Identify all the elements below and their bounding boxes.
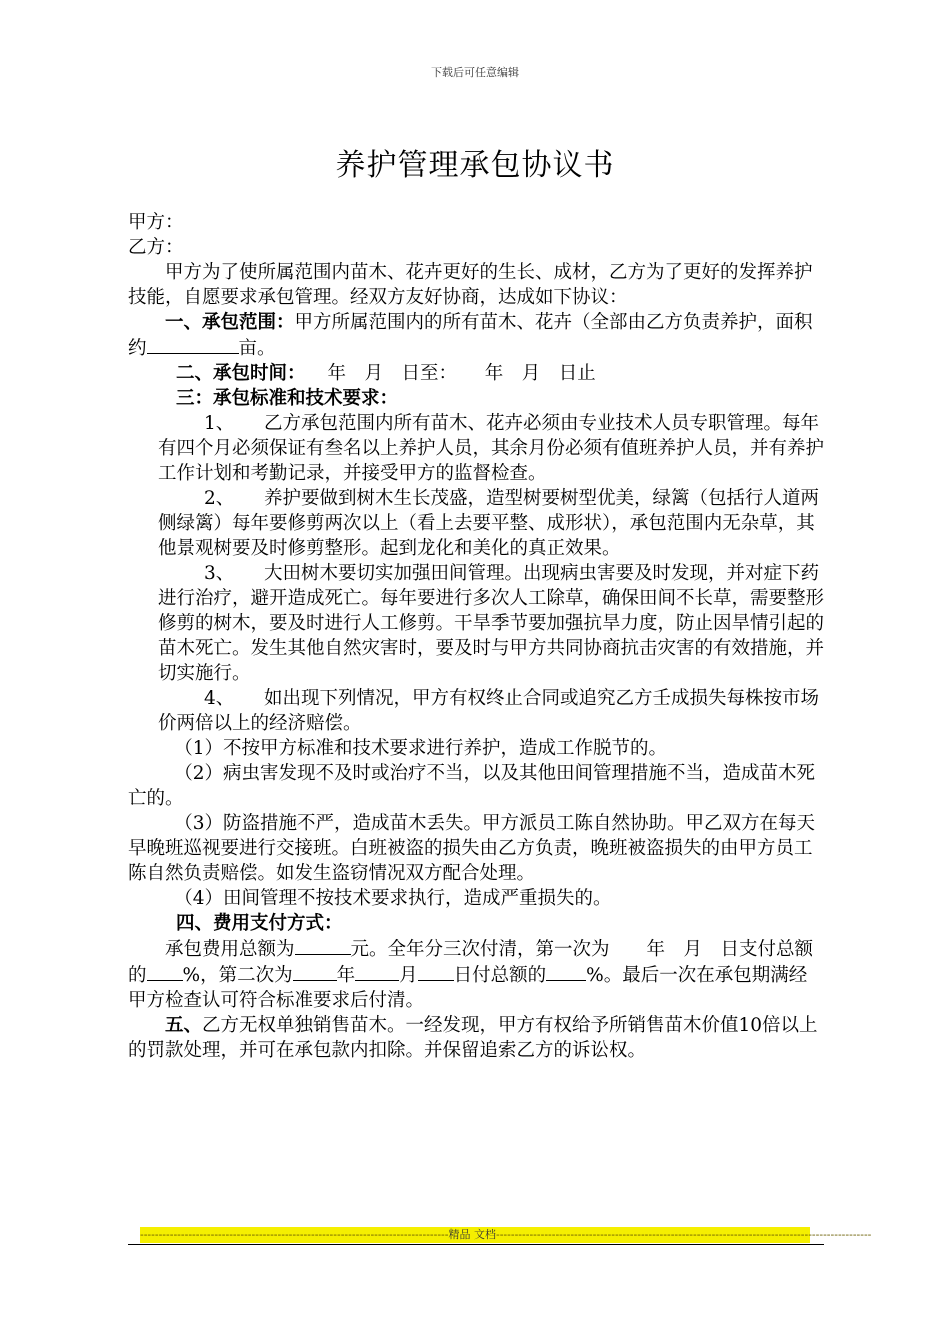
item-3-number: 3、 — [204, 563, 235, 584]
area-blank — [147, 335, 239, 354]
section-2-heading: 二、承包时间： — [176, 363, 306, 384]
fee-text-e: 月 — [399, 965, 418, 986]
section-5-heading: 五、 — [165, 1015, 203, 1036]
footer-text: 精品 文档 — [448, 1228, 496, 1241]
second-year-blank — [293, 962, 337, 981]
sub-item-1: （1）不按甲方标准和技术要求进行养护，造成工作脱节的。 — [174, 738, 668, 759]
section-1 — [128, 310, 824, 361]
item-2-number: 2、 — [204, 488, 235, 509]
fee-text-b: 元。全年分三次付清，第一次为 年 月 日支付总额的 — [128, 939, 814, 986]
fee-total-blank — [295, 936, 351, 955]
footer-dashes-right: ----------------------------------------------------------------------------------------------------- — [496, 1228, 872, 1241]
party-a-line: 甲方： — [128, 212, 184, 233]
second-day-blank — [418, 962, 454, 981]
second-month-blank — [355, 962, 399, 981]
fee-text-d: 年 — [336, 965, 356, 986]
page-header: 下载后可任意编辑 — [431, 66, 519, 79]
footer-rule — [128, 1244, 824, 1245]
footer-dashes-left: ----------------------------------------------------------------------------------- — [140, 1228, 449, 1241]
section-1-heading: 一、承包范围： — [165, 312, 295, 333]
fee-text-g: %。最后一次在承包期满经甲方检查认可符合标准要求后付清。 — [128, 965, 808, 1011]
fee-text-f: 日付总额的 — [453, 965, 547, 986]
section-2 — [128, 361, 824, 386]
item-1 — [128, 411, 824, 486]
section-4-text — [128, 936, 824, 1013]
party-b-line: 乙方： — [128, 237, 184, 258]
section-5 — [128, 1013, 824, 1063]
first-percent-blank — [147, 962, 183, 981]
item-4-text: 如出现下列情况，甲方有权终止合同或追究乙方壬成损失每株按市场价两倍以上的经济赔偿。 — [158, 688, 820, 734]
item-2-text: 养护要做到树木生长茂盛，造型树要树型优美，绿篱（包括行人道两侧绿篱）每年要修剪两次以上（看上去要平整、成形状），承包范围内无杂草，其他景观树要及时修剪整形。起到龙化和美化的真正效果。 — [158, 488, 820, 559]
sub-item-2: （2）病虫害发现不及时或治疗不当，以及其他田间管理措施不当，造成苗木死亡的。 — [128, 763, 816, 809]
item-1-text: 乙方承包范围内所有苗木、花卉必须由专业技术人员专职管理。每年有四个月必须保证有叁名以上养护人员，其余月份必须有值班养护人员，并有养护工作计划和考勤记录，并接受甲方的监督检查。 — [158, 413, 825, 484]
sub-item-4: （4）田间管理不按技术要求执行，造成严重损失的。 — [174, 888, 612, 909]
fee-text-a: 承包费用总额为 — [165, 939, 295, 960]
item-4 — [128, 686, 824, 736]
section-1-unit: 亩。 — [238, 338, 276, 359]
fee-text-c: %，第二次为 — [182, 965, 293, 986]
section-1-text: 甲方所属范围内的所有苗木、花卉（全部由乙方负责养护，面积约 — [128, 312, 813, 359]
item-1-number: 1、 — [204, 413, 235, 434]
section-4-heading: 四、费用支付方式： — [176, 913, 343, 934]
item-2 — [128, 486, 824, 561]
document-title: 养护管理承包协议书 — [335, 148, 615, 183]
item-4-number: 4、 — [204, 688, 235, 709]
section-2-text: 年 月 日至： 年 月 日止 — [327, 363, 596, 384]
intro-paragraph: 甲方为了使所属范围内苗木、花卉更好的生长、成材，乙方为了更好的发挥养护技能，自愿要求承包管理。经双方友好协商，达成如下协议： — [128, 262, 813, 308]
document-body — [128, 210, 824, 1063]
item-3-text: 大田树木要切实加强田间管理。出现病虫害要及时发现，并对症下药进行治疗，避开造成死亡。每年要进行多次人工除草，确保田间不长草，需要整形修剪的树木，要及时进行人工修剪。干旱季节要加强抗旱力度，防止因旱情引起的苗木死亡。发生其他自然灾害时，要及时与甲方共同协商抗击灾害的有效措施，并切实施行。 — [158, 563, 825, 684]
section-3-heading: 三：承包标准和技术要求： — [176, 388, 399, 409]
sub-item-3: （3）防盗措施不严，造成苗木丢失。甲方派员工陈自然协助。甲乙双方在每天早晚班巡视要进行交接班。白班被盗的损失由乙方负责，晚班被盗损失的由甲方员工陈自然负责赔偿。如发生盗窃情况双方配合处理。 — [128, 813, 816, 884]
section-5-text: 乙方无权单独销售苗木。一经发现，甲方有权给予所销售苗木价值10倍以上的罚款处理，并可在承包款内扣除。并保留追索乙方的诉讼权。 — [128, 1015, 818, 1061]
second-percent-blank — [546, 962, 586, 981]
footer-banner — [140, 1227, 872, 1243]
item-3 — [128, 561, 824, 686]
